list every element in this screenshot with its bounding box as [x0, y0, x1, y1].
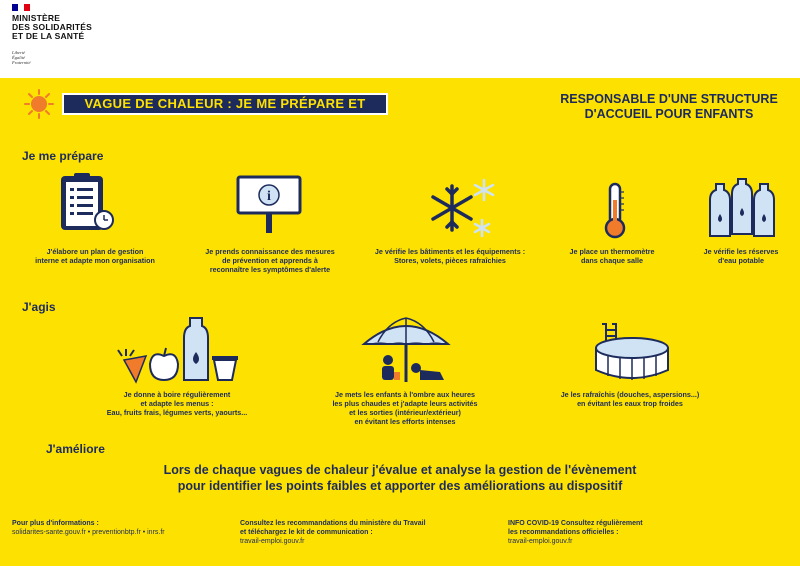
flag-red — [24, 4, 30, 11]
banner-title: VAGUE DE CHALEUR : JE ME PRÉPARE ET J'AGIS — [62, 93, 388, 115]
info-sign-icon — [236, 175, 302, 235]
audience-line: RESPONSABLE D'UNE STRUCTURE — [560, 92, 778, 106]
caption-line: Je vérifie les bâtiments et les équipements : — [374, 247, 526, 256]
caption-line: Je prends connaissance des mesures — [205, 247, 335, 256]
prepare-caption-prevention — [180, 247, 360, 274]
footer-heading: Pour plus d'informations : — [12, 520, 99, 527]
caption-line: Je donne à boire régulièrement — [123, 390, 231, 399]
footer-heading: les recommandations officielles : — [508, 529, 619, 536]
thermometer-icon — [602, 182, 628, 240]
footer-info-links — [12, 519, 232, 537]
french-flag-icon — [12, 4, 30, 11]
footer-heading: et téléchargez le kit de communication : — [240, 529, 373, 536]
pool-icon — [592, 318, 672, 382]
section-title-improve: J'améliore — [46, 442, 105, 456]
caption-line: dans chaque salle — [581, 256, 643, 265]
prepare-caption-buildings — [352, 247, 548, 265]
caption-line: et adapte les menus : — [140, 399, 214, 408]
parasol-children-icon — [360, 314, 452, 386]
water-bottles-icon — [706, 178, 778, 240]
food-drink-icon — [116, 316, 242, 384]
clipboard-icon — [58, 172, 118, 234]
act-caption-shade — [300, 390, 510, 426]
footer-covid-links — [508, 519, 708, 546]
act-caption-cool — [520, 390, 740, 408]
caption-line: et les sorties (intérieur/extérieur) — [349, 408, 461, 417]
motto-line: Égalité — [12, 55, 25, 60]
footer-links[interactable]: solidarites-sante.gouv.fr • preventionbtp.fr • inrs.fr — [12, 529, 165, 536]
svg-text:i: i — [267, 189, 271, 204]
caption-line: Je les rafraîchis (douches, aspersions...) — [560, 390, 700, 399]
snowflake-icon — [428, 178, 498, 240]
caption-line: Je place un thermomètre — [569, 247, 655, 256]
caption-line: J'élabore un plan de gestion — [46, 247, 144, 256]
caption-line: Je vérifie les réserves — [703, 247, 779, 256]
caption-line: Stores, volets, pièces rafraîchies — [394, 256, 506, 265]
prepare-caption-water — [682, 247, 800, 265]
act-caption-drink — [72, 390, 282, 417]
caption-line: en évitant les efforts intenses — [354, 417, 456, 426]
sun-icon — [24, 89, 54, 119]
audience-line: D'ACCUEIL POUR ENFANTS — [584, 107, 754, 121]
footer-heading: INFO COVID-19 Consultez régulièrement — [508, 520, 643, 527]
caption-line: reconnaître les symptômes d'alerte — [209, 265, 331, 274]
footer-link[interactable]: travail-emploi.gouv.fr — [240, 538, 305, 545]
caption-line: en évitant les eaux trop froides — [577, 399, 683, 408]
republic-motto — [12, 50, 31, 65]
footer-heading: Consultez les recommandations du ministère du Travail — [240, 520, 426, 527]
ministry-line: ET DE LA SANTÉ — [12, 31, 85, 41]
ministry-name — [12, 14, 92, 41]
improve-line: Lors de chaque vagues de chaleur j'évalue et analyse la gestion de l'évènement — [163, 463, 637, 477]
audience-label — [548, 92, 790, 122]
caption-line: de prévention et apprends à — [222, 256, 318, 265]
footer-link[interactable]: travail-emploi.gouv.fr — [508, 538, 573, 545]
caption-line: interne et adapte mon organisation — [35, 256, 155, 265]
ministry-line: DES SOLIDARITÉS — [12, 22, 92, 32]
footer-travail-links — [240, 519, 480, 546]
section-title-act: J'agis — [22, 300, 56, 314]
improve-statement — [120, 462, 680, 494]
caption-line: Eau, fruits frais, légumes verts, yaourts... — [106, 408, 248, 417]
prepare-caption-thermometer — [552, 247, 672, 265]
motto-line: Fraternité — [12, 60, 31, 65]
section-title-prepare: Je me prépare — [22, 149, 104, 163]
caption-line: d'eau potable — [717, 256, 765, 265]
ministry-header — [0, 0, 800, 78]
motto-line: Liberté — [12, 50, 25, 55]
ministry-line: MINISTÈRE — [12, 13, 61, 23]
prepare-caption-plan — [20, 247, 170, 265]
improve-line: pour identifier les points faibles et apporter des améliorations au dispositif — [177, 479, 623, 493]
caption-line: les plus chaudes et j'adapte leurs activités — [332, 399, 478, 408]
caption-line: Je mets les enfants à l'ombre aux heures — [335, 390, 475, 399]
